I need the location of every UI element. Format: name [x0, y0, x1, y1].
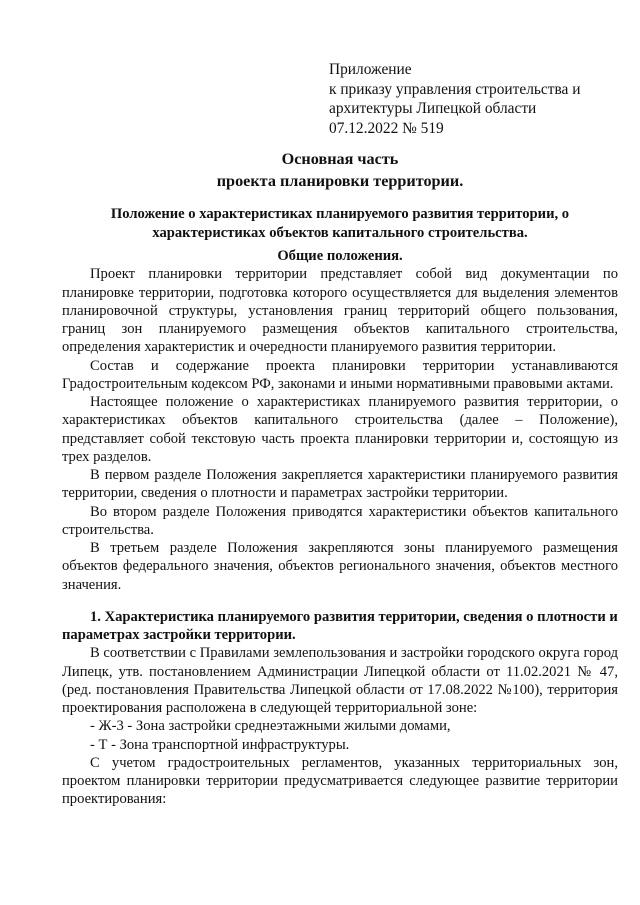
title-line: проекта планировки территории. [216, 172, 464, 190]
document-subtitle [60, 205, 620, 243]
document-title [60, 148, 620, 192]
appendix-block [329, 60, 609, 138]
paragraph: В соответствии с Правилами землепользования и застройки городского округа город Липецк, утв. постановлением Администрации Липецкой области от 11.02.2021 № 47, (ред. постановления Правительства Липецкой области от 17.08.2022 №100), территория проектирования расположена в следующей территориальной зоне: [62, 645, 618, 716]
list-item: - Т - Зона транспортной инфраструктуры. [90, 736, 350, 753]
section-heading: 1. Характеристика планируемого развития территории, сведения о плотности и параметрах застройки территории. [62, 608, 618, 643]
subtitle-line: характеристиках объектов капитального строительства. [152, 225, 528, 242]
paragraph: С учетом градостроительных регламентов, указанных территориальных зон, проектом планировки территории предусматривается следующее развитие территории проектирования: [62, 754, 618, 808]
paragraph: В третьем разделе Положения закрепляются зоны планируемого размещения объектов федерального значения, объектов регионального значения, объектов местного значения. [62, 540, 618, 593]
paragraph: В первом разделе Положения закрепляется характеристики планируемого развития территории, сведения о плотности и параметрах застройки территории. [62, 467, 618, 502]
appendix-line: к приказу управления строительства и [329, 80, 581, 98]
appendix-line: Приложение [329, 61, 412, 78]
general-heading: Общие положения. [277, 248, 403, 264]
subtitle-line: Положение о характеристиках планируемого развития территории, о [110, 206, 570, 222]
list-item: - Ж-3 - Зона застройки среднеэтажными жилыми домами, [90, 718, 451, 735]
paragraph: Состав и содержание проекта планировки территории устанавливаются Градостроительным кодексом РФ, законами и иными нормативными правовыми актами. [62, 357, 618, 392]
title-line: Основная часть [281, 150, 399, 168]
paragraph: Настоящее положение о характеристиках планируемого развития территории, о характеристиках объектов капитального строительства (далее – Положение), представляет собой текстовую часть проекта планировки территории и, состоящую из трех разделов. [62, 394, 618, 465]
appendix-line: архитектуры Липецкой области [329, 100, 537, 118]
paragraph: Проект планировки территории представляет собой вид документации по планировке территории, подготовка которого осуществляется для выделения элементов планировочной структуры, установления границ территорий общего пользования, границ зон планируемого размещения объектов капитального строительства, определения характеристик и очередности планируемого развития территории. [62, 266, 618, 356]
appendix-date-number: 07.12.2022 № 519 [329, 119, 444, 137]
paragraph: Во втором разделе Положения приводятся характеристики объектов капитального строительства. [62, 503, 618, 538]
document-body [62, 247, 618, 809]
